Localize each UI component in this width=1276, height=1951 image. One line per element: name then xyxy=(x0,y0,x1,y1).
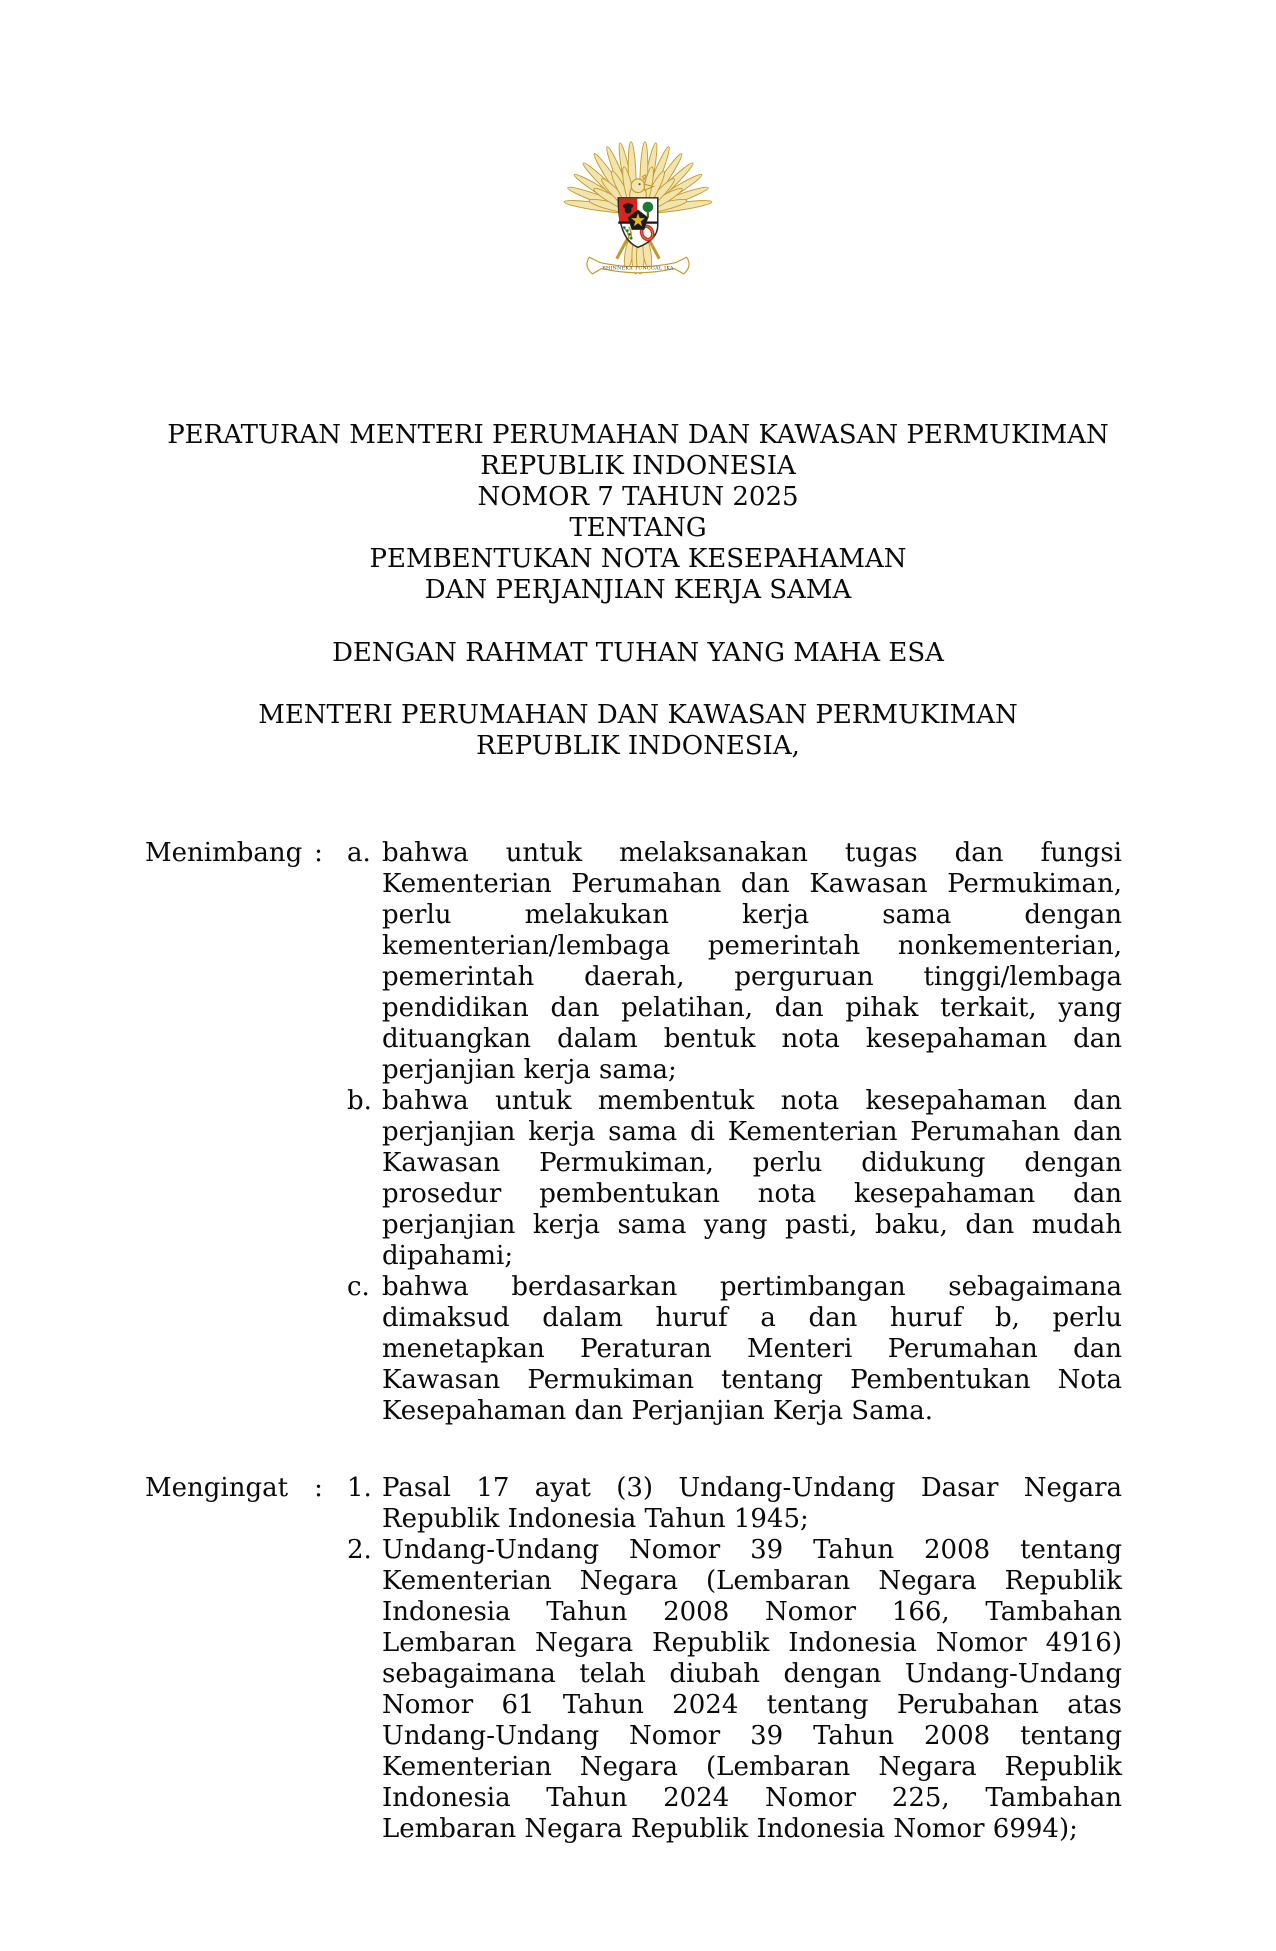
title-line-number-year: NOMOR 7 TAHUN 2025 xyxy=(477,482,799,512)
emblem-motto-text: BHINNEKA TUNGGAL IKA xyxy=(602,266,674,272)
document-title-block xyxy=(0,420,1276,606)
title-line-republic: REPUBLIK INDONESIA xyxy=(480,451,796,481)
title-line-subject-1: PEMBENTUKAN NOTA KESEPAHAMAN xyxy=(369,544,907,574)
item-text: bahwa untuk melaksanakan tugas dan fungsi Kementerian Perumahan dan Kawasan Permukiman, perlu melakukan kerja sama dengan kementerian/lembaga pemerintah nonkementerian, pemerintah daerah, perguruan tinggi/lembaga pendidikan dan pelatihan, dan pihak terkait, yang dituangkan dalam bentuk nota kesepahaman dan perjanjian kerja sama; xyxy=(382,838,1122,1085)
clause-label: Menimbang xyxy=(145,838,303,868)
clause-colon: : xyxy=(314,1473,323,1503)
clause-label: Mengingat xyxy=(145,1473,289,1503)
title-line-regulation: PERATURAN MENTERI PERUMAHAN DAN KAWASAN PERMUKIMAN xyxy=(167,420,1109,450)
item-marker: c. xyxy=(347,1272,370,1302)
clause-menimbang xyxy=(145,838,1122,1427)
item-text: Undang-Undang Nomor 39 Tahun 2008 tentang Kementerian Negara (Lembaran Negara Republik Indonesia Tahun 2008 Nomor 166, Tambahan Lembaran Negara Republik Indonesia Nomor 4916) sebagaimana telah diubah dengan Undang-Undang Nomor 61 Tahun 2024 tentang Perubahan atas Undang-Undang Nomor 39 Tahun 2008 tentang Kementerian Negara (Lembaran Negara Republik Indonesia Tahun 2024 Nomor 225, Tambahan Lembaran Negara Republik Indonesia Nomor 6994); xyxy=(382,1535,1122,1844)
authority-block xyxy=(0,700,1276,762)
item-marker: a. xyxy=(347,838,371,868)
list-item xyxy=(347,1473,1122,1535)
clause-item-list xyxy=(347,838,1122,1427)
list-item xyxy=(347,1086,1122,1272)
authority-line-republic: REPUBLIK INDONESIA, xyxy=(476,731,800,761)
clause-colon: : xyxy=(314,838,323,868)
list-item xyxy=(347,1272,1122,1427)
list-item xyxy=(347,838,1122,1086)
authority-line-minister: MENTERI PERUMAHAN DAN KAWASAN PERMUKIMAN xyxy=(258,700,1018,730)
list-item xyxy=(347,1535,1122,1845)
clause-mengingat xyxy=(145,1473,1122,1845)
garuda-pancasila-emblem xyxy=(562,128,714,280)
invocation-line: DENGAN RAHMAT TUHAN YANG MAHA ESA xyxy=(332,638,944,668)
item-text: bahwa berdasarkan pertimbangan sebagaimana dimaksud dalam huruf a dan huruf b, perlu menetapkan Peraturan Menteri Perumahan dan Kawasan Permukiman tentang Pembentukan Nota Kesepahaman dan Perjanjian Kerja Sama. xyxy=(382,1272,1122,1426)
item-text: bahwa untuk membentuk nota kesepahaman dan perjanjian kerja sama di Kementerian Perumahan dan Kawasan Permukiman, perlu didukung dengan prosedur pembentukan nota kesepahaman dan perjanjian kerja sama yang pasti, baku, dan mudah dipahami; xyxy=(382,1086,1122,1271)
item-marker: b. xyxy=(347,1086,372,1116)
title-line-tentang: TENTANG xyxy=(569,513,707,543)
item-marker: 2. xyxy=(347,1535,372,1565)
garuda-pancasila-icon xyxy=(562,128,714,280)
title-line-subject-2: DAN PERJANJIAN KERJA SAMA xyxy=(424,575,852,605)
item-text: Pasal 17 ayat (3) Undang-Undang Dasar Negara Republik Indonesia Tahun 1945; xyxy=(382,1473,1122,1534)
clause-item-list xyxy=(347,1473,1122,1845)
item-marker: 1. xyxy=(347,1473,372,1503)
